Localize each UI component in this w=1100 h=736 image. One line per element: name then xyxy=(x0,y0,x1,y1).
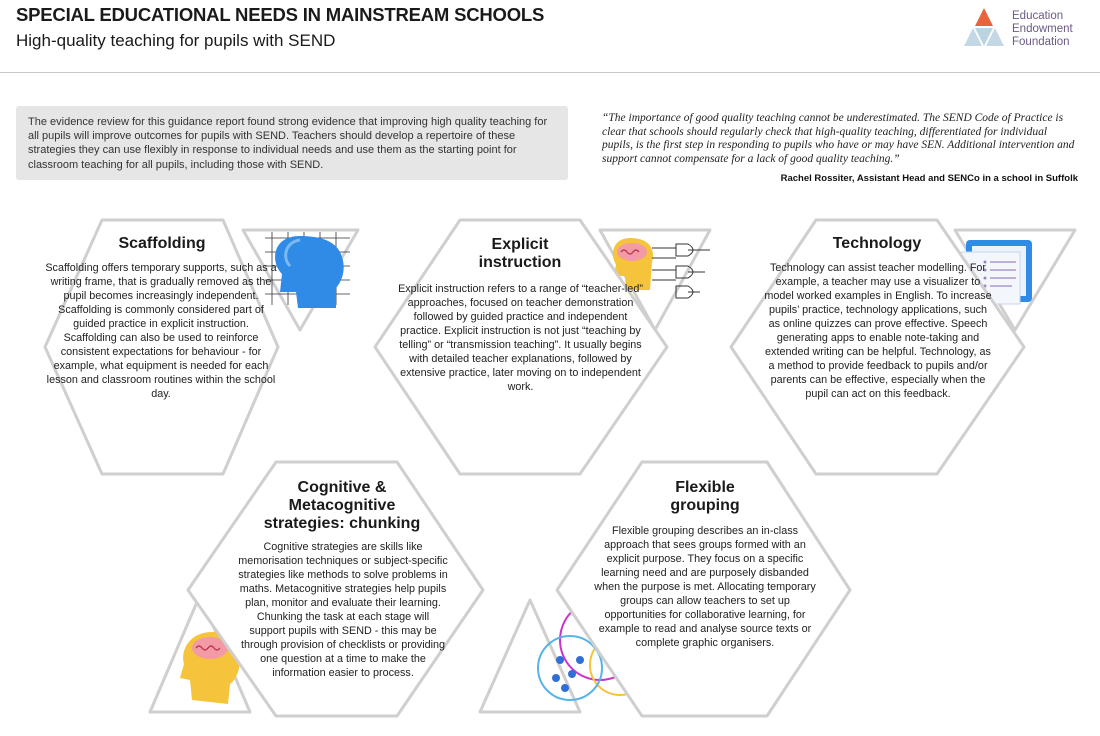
cognitive-body: Cognitive strategies are skills like memorisation techniques or subject-specific strategies like methods to solve problems in maths. Metacognitive strategies help pupils plan, monitor and evaluate their learning. Chunking the task at each stage will support pupils with SEND - this may be through provision of checklists or providing one question at a time to make the information easier to process. xyxy=(238,541,448,679)
quote-text: “The importance of good quality teaching cannot be underestimated. The SEND Code of Practice is clear that schools should regularly check that high-quality teaching, differentiated for individual pupils, is the first step in responding to pupils who have or may have SEN. Additional intervention and support cannot compensate for a lack of good quality teaching.” xyxy=(602,112,1075,165)
quote-author: Rachel Rossiter, Assistant Head and SENCo in a school in Suffolk xyxy=(780,173,1078,184)
cognitive-title: Cognitive & Metacognitive strategies: chunking xyxy=(263,479,421,532)
page-subtitle: High-quality teaching for pupils with SEND xyxy=(16,31,336,50)
technology-title: Technology xyxy=(832,235,922,252)
logo-line-1: Education xyxy=(1012,10,1064,22)
intro-text: The evidence review for this guidance report found strong evidence that improving high quality teaching for all pupils will improve outcomes for pupils with SEND. Teachers should develop a repertoire of these strategies they can use flexibly in response to individual needs and use them as the starting point for classroom teaching for all pupils, including those with SEND. xyxy=(16,106,568,180)
technology-body: Technology can assist teacher modelling. For example, a teacher may use a visualizer to model worked examples in English. To increase pupils’ practice, technology applications, such as online quizzes can prove effective. Speech generating apps to enable note-taking and extended writing can be helpful. Technology, as a method to provide feedback to pupils and/or parents can be effective, especially when the pupil can act on this feedback. xyxy=(764,262,992,400)
flexible-grouping-body: Flexible grouping describes an in-class approach that sees groups formed with an explicit purpose. They focus on a specific learning need and are purposely disbanded when the purpose is met. Allocating temporary groups can allow teachers to set up opportunities for collaborative learning, for example to read and analyse source texts or complete graphic organisers. xyxy=(594,525,816,649)
page-title: SPECIAL EDUCATIONAL NEEDS IN MAINSTREAM SCHOOLS xyxy=(16,4,545,25)
explicit-instruction-title: Explicit instruction xyxy=(478,236,562,271)
scaffolding-title: Scaffolding xyxy=(118,235,206,252)
scaffolding-body: Scaffolding offers temporary supports, such as a writing frame, that is gradually removed as the pupil becomes increasingly independent. Scaffolding is commonly considered part of guided practice in explicit instruction. Scaffolding can also be used to reinforce consistent expectations for behaviour - for example, what equipment is needed for each lesson and classroom routines within the school day. xyxy=(45,262,277,400)
flexible-triangle xyxy=(480,600,580,712)
explicit-instruction-body: Explicit instruction refers to a range of “teacher-led” approaches, focused on teacher demonstration followed by guided practice and independent practice. Explicit instruction is not just “teaching by telling” or “transmission teaching”. It usually begins with detailed teacher explanations, followed by extensive practice, later moving on to independent work. xyxy=(398,283,643,393)
flexible-grouping-title: Flexible grouping xyxy=(670,479,740,514)
head-grid-icon xyxy=(265,232,350,308)
logo-line-3: Foundation xyxy=(1012,36,1070,48)
logo-line-2: Endowment xyxy=(1012,23,1073,35)
